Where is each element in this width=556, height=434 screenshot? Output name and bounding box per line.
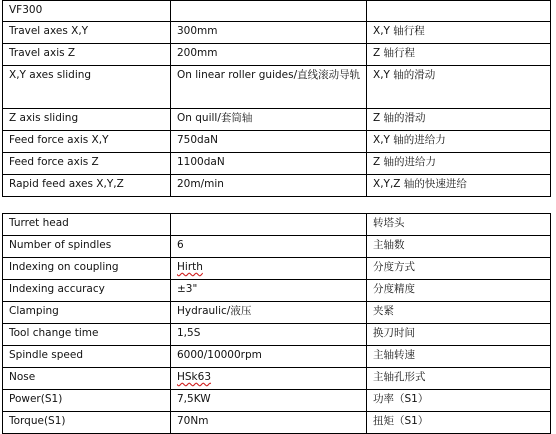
table-row	[3, 236, 551, 258]
param-cell: Feed force axis Z	[3, 153, 171, 175]
value-cell: 6	[171, 236, 367, 258]
value-cell: On quill/套筒轴	[171, 109, 367, 131]
param-cell: Z axis sliding	[3, 109, 171, 131]
value-cell: 750daN	[171, 131, 367, 153]
cn-cell: 主轴数	[367, 236, 551, 258]
cn-cell: X,Y,Z 轴的快速进给	[367, 175, 551, 197]
table-row	[3, 324, 551, 346]
param-cell: Power(S1)	[3, 390, 171, 412]
cn-cell: 扭矩（S1）	[367, 412, 551, 434]
table-row	[3, 109, 551, 131]
value-cell: 1100daN	[171, 153, 367, 175]
value-cell: 7,5KW	[171, 390, 367, 412]
table-row	[3, 302, 551, 324]
cn-cell: 主轴孔形式	[367, 368, 551, 390]
param-cell: X,Y axes sliding	[3, 66, 171, 109]
cn-cell: 分度方式	[367, 258, 551, 280]
table-row	[3, 214, 551, 236]
table-row	[3, 153, 551, 175]
cn-cell: Z 轴的滑动	[367, 109, 551, 131]
param-cell: Travel axis Z	[3, 44, 171, 66]
param-cell: Indexing accuracy	[3, 280, 171, 302]
cn-cell: Z 轴行程	[367, 44, 551, 66]
table-row	[3, 175, 551, 197]
value-cell: 6000/10000rpm	[171, 346, 367, 368]
param-cell: Indexing on coupling	[3, 258, 171, 280]
value-cell: 200mm	[171, 44, 367, 66]
value-cell: 20m/min	[171, 175, 367, 197]
empty-cell	[367, 1, 551, 22]
table-row	[3, 346, 551, 368]
param-cell: Nose	[3, 368, 171, 390]
value-cell	[171, 258, 367, 280]
param-cell: Feed force axis X,Y	[3, 131, 171, 153]
table-row	[3, 1, 551, 22]
param-cell: Turret head	[3, 214, 171, 236]
table-row	[3, 368, 551, 390]
table-row	[3, 22, 551, 44]
value-cell: 70Nm	[171, 412, 367, 434]
cn-cell: 主轴转速	[367, 346, 551, 368]
value-cell	[171, 214, 367, 236]
param-cell: Torque(S1)	[3, 412, 171, 434]
value-cell: On linear roller guides/直线滚动导轨	[171, 66, 367, 109]
cn-cell: 功率（S1）	[367, 390, 551, 412]
cn-cell: 转塔头	[367, 214, 551, 236]
value-cell: ±3"	[171, 280, 367, 302]
cn-cell: 夹紧	[367, 302, 551, 324]
machine-spec-table	[2, 0, 551, 197]
value-text: HSk63	[177, 371, 212, 383]
value-cell: 300mm	[171, 22, 367, 44]
cn-cell: Z 轴的进给力	[367, 153, 551, 175]
param-cell: Tool change time	[3, 324, 171, 346]
value-text: Hirth	[177, 261, 203, 273]
model-header: VF300	[3, 1, 171, 22]
value-cell	[171, 368, 367, 390]
cn-cell: X,Y 轴的滑动	[367, 66, 551, 109]
value-cell: 1,5S	[171, 324, 367, 346]
cn-cell: 换刀时间	[367, 324, 551, 346]
empty-cell	[171, 1, 367, 22]
param-cell: Spindle speed	[3, 346, 171, 368]
table-row	[3, 66, 551, 109]
cn-cell: X,Y 轴行程	[367, 22, 551, 44]
param-cell: Rapid feed axes X,Y,Z	[3, 175, 171, 197]
param-cell: Travel axes X,Y	[3, 22, 171, 44]
table-row	[3, 390, 551, 412]
turret-spec-table	[2, 213, 551, 434]
param-cell: Clamping	[3, 302, 171, 324]
cn-cell: 分度精度	[367, 280, 551, 302]
table-row	[3, 280, 551, 302]
param-cell: Number of spindles	[3, 236, 171, 258]
table-row	[3, 44, 551, 66]
table-row	[3, 258, 551, 280]
cn-cell: X,Y 轴的进给力	[367, 131, 551, 153]
value-cell: Hydraulic/液压	[171, 302, 367, 324]
table-row	[3, 412, 551, 434]
table-row	[3, 131, 551, 153]
